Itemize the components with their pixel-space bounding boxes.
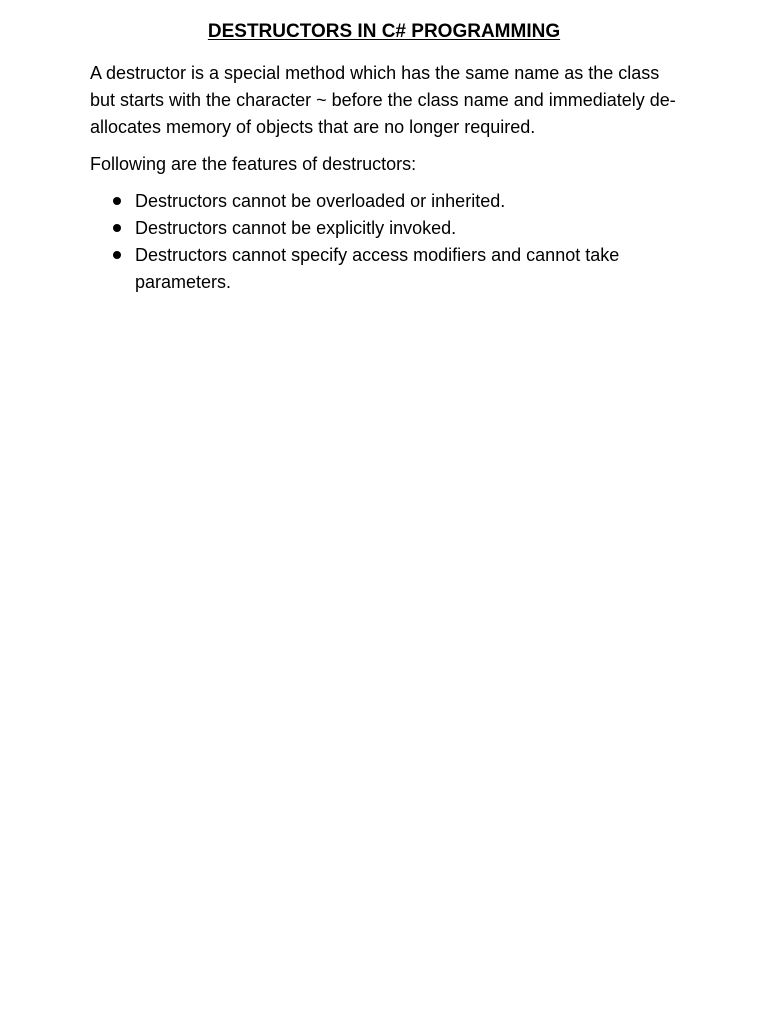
document-body <box>90 60 680 296</box>
features-list <box>90 188 680 296</box>
features-heading: Following are the features of destructors: <box>90 154 417 174</box>
list-item <box>90 215 680 242</box>
list-item <box>90 242 680 296</box>
intro-paragraph: A destructor is a special method which has the same name as the class but starts with the character ~ before the class name and immediately de-allocates memory of objects that are no longer required. <box>90 63 676 137</box>
bullet-icon <box>113 224 121 232</box>
list-item-text: Destructors cannot be overloaded or inherited. <box>135 191 506 211</box>
document-title: DESTRUCTORS IN C# PROGRAMMING <box>207 21 561 42</box>
list-item-text: Destructors cannot specify access modifiers and cannot take parameters. <box>135 245 620 292</box>
list-item-text: Destructors cannot be explicitly invoked. <box>135 218 457 238</box>
list-item <box>90 188 680 215</box>
bullet-icon <box>113 197 121 205</box>
bullet-icon <box>113 251 121 259</box>
